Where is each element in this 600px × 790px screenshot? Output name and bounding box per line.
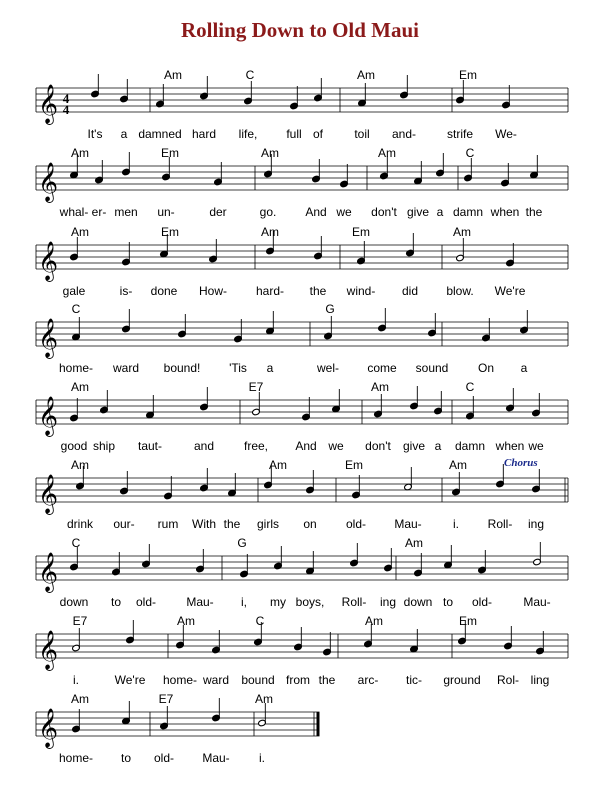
staff-system <box>36 241 568 282</box>
chord-symbol: Am <box>269 458 287 472</box>
lyric-syllable: home- <box>58 361 94 375</box>
note <box>340 164 349 188</box>
note <box>352 475 361 499</box>
note <box>501 163 510 187</box>
chord-symbol: Am <box>261 146 279 160</box>
staff-system <box>36 162 568 203</box>
lyric-syllable: a <box>520 361 528 375</box>
system-chords <box>71 458 467 472</box>
lyric-syllable: on <box>303 517 317 531</box>
lyric-syllable: the <box>309 284 327 298</box>
note <box>357 241 366 265</box>
system-notes <box>76 464 541 500</box>
treble-clef-icon: 𝄞 <box>38 162 59 202</box>
system-lyrics <box>73 673 549 687</box>
lyric-syllable: home- <box>162 673 198 687</box>
lyric-syllable: go. <box>259 205 277 219</box>
lyric-syllable: boys, <box>295 595 325 609</box>
note <box>294 627 303 651</box>
lyric-syllable: And <box>295 439 317 453</box>
lyric-syllable: we <box>328 439 344 453</box>
note <box>290 86 299 110</box>
note <box>332 389 341 413</box>
lyric-syllable: give <box>402 439 426 453</box>
lyric-syllable: Rol- <box>496 673 520 687</box>
note <box>306 470 315 494</box>
lyric-syllable: taut- <box>137 439 163 453</box>
lyric-syllable: It's <box>87 127 103 141</box>
chord-symbol: E7 <box>158 692 174 706</box>
lyric-syllable: hard- <box>255 284 285 298</box>
lyric-syllable: to <box>110 595 122 609</box>
treble-clef-icon: 𝄞 <box>38 241 59 281</box>
note <box>212 698 221 722</box>
note <box>234 319 243 343</box>
treble-clef-icon: 𝄞 <box>38 318 59 358</box>
chord-symbol: Em <box>161 225 179 239</box>
lyric-syllable: tic- <box>406 673 422 687</box>
lyric-syllable: We're <box>114 673 146 687</box>
note <box>178 314 187 338</box>
note <box>464 158 473 182</box>
lyric-syllable: don't <box>371 205 397 219</box>
lyric-syllable: old- <box>471 595 493 609</box>
note <box>122 152 131 176</box>
lyric-syllable: With <box>192 517 216 531</box>
note <box>112 552 121 576</box>
lyric-syllable: ing <box>379 595 397 609</box>
system-lyrics <box>88 127 517 141</box>
note <box>456 80 465 104</box>
chord-symbol: C <box>465 146 475 160</box>
lyric-syllable: i. <box>259 751 265 765</box>
note <box>410 386 419 410</box>
lyric-syllable: We're <box>494 284 526 298</box>
chord-symbol: C <box>71 536 81 550</box>
note <box>212 630 221 654</box>
treble-clef-icon: 𝄞 <box>38 630 59 670</box>
chord-symbol: Em <box>345 458 363 472</box>
note <box>72 317 81 341</box>
lyric-syllable: my <box>270 595 286 609</box>
note <box>200 387 209 411</box>
note <box>120 471 129 495</box>
lyric-syllable: did <box>401 284 419 298</box>
time-signature-bottom: 4 <box>62 102 70 117</box>
lyric-syllable: good <box>60 439 88 453</box>
lyric-syllable: a <box>266 361 274 375</box>
chord-symbol: C <box>465 380 475 394</box>
lyric-syllable: ward <box>202 673 230 687</box>
system-notes <box>91 74 511 110</box>
lyric-syllable: give <box>406 205 430 219</box>
lyric-syllable: On <box>477 361 495 375</box>
lyric-syllable: and- <box>391 127 417 141</box>
chord-symbol: Am <box>365 614 383 628</box>
system-lyrics <box>59 751 265 765</box>
lyric-syllable: is- <box>119 284 133 298</box>
lyric-syllable: to <box>120 751 132 765</box>
note <box>350 543 359 567</box>
lyric-syllable: of <box>312 127 324 141</box>
lyric-syllable: How- <box>198 284 228 298</box>
note <box>302 397 311 421</box>
note <box>72 709 81 733</box>
lyric-syllable: Mau- <box>394 517 422 531</box>
lyric-syllable: 'Tis <box>229 361 247 375</box>
lyric-syllable: home- <box>58 751 94 765</box>
system-chords <box>71 225 471 239</box>
chord-symbol: E7 <box>72 614 88 628</box>
system-lyrics <box>60 595 551 609</box>
staff-system <box>36 84 568 125</box>
note <box>126 620 135 644</box>
note <box>532 469 541 493</box>
system-chords <box>71 380 475 394</box>
lyric-syllable: and <box>193 439 215 453</box>
chord-symbol: Am <box>71 380 89 394</box>
note <box>91 74 100 98</box>
chord-symbol: Am <box>449 458 467 472</box>
note <box>378 308 387 332</box>
lyric-syllable: old- <box>135 595 157 609</box>
note <box>444 545 453 569</box>
system-lyrics <box>59 205 543 219</box>
chord-symbols <box>71 68 477 706</box>
system-chords <box>71 692 273 706</box>
lyric-syllable: der <box>209 205 227 219</box>
chord-symbol: C <box>71 302 81 316</box>
note <box>176 625 185 649</box>
chord-symbol: G <box>237 536 247 550</box>
lyric-syllable: we <box>528 439 544 453</box>
note <box>414 553 423 577</box>
note <box>252 392 261 416</box>
lyric-syllable: wel- <box>316 361 340 375</box>
lyric-syllable: bound! <box>163 361 201 375</box>
note <box>70 398 79 422</box>
chord-symbol: Am <box>405 536 423 550</box>
song-title: Rolling Down to Old Maui <box>180 18 420 42</box>
system-notes <box>70 542 542 578</box>
lyric-syllable: damn <box>454 439 486 453</box>
staff-system <box>36 474 568 515</box>
lyric-syllable: ing <box>527 517 545 531</box>
treble-clef-icon: 𝄞 <box>38 474 59 514</box>
note <box>100 390 109 414</box>
note <box>428 313 437 337</box>
lyric-syllable: bound <box>241 673 275 687</box>
staff-system <box>36 630 568 671</box>
note <box>530 155 539 179</box>
lyric-syllable: life, <box>238 127 258 141</box>
note <box>434 391 443 415</box>
note <box>410 629 419 653</box>
chord-symbol: Am <box>177 614 195 628</box>
note <box>228 473 237 497</box>
lyric-syllable: gale <box>62 284 86 298</box>
treble-clef-icon: 𝄞 <box>38 396 59 436</box>
note <box>502 85 511 109</box>
lyric-syllable: rum <box>157 517 179 531</box>
lyric-syllable: the <box>525 205 543 219</box>
chord-symbol: Am <box>371 380 389 394</box>
chorus-label: Chorus <box>504 457 538 469</box>
lyric-syllable: full <box>286 127 302 141</box>
note <box>312 159 321 183</box>
lyric-syllable: damned <box>138 127 182 141</box>
note <box>122 701 131 725</box>
lyrics <box>59 127 551 765</box>
chord-symbol: Am <box>261 225 279 239</box>
note <box>240 554 249 578</box>
lyric-syllable: un- <box>157 205 175 219</box>
note <box>400 75 409 99</box>
lyric-syllable: don't <box>365 439 391 453</box>
chord-symbol: Am <box>453 225 471 239</box>
chord-symbol: Am <box>378 146 396 160</box>
lyric-syllable: damn <box>452 205 484 219</box>
lyric-syllable: blow. <box>446 284 474 298</box>
lyric-syllable: i, <box>241 595 247 609</box>
note <box>70 237 79 261</box>
note <box>274 546 283 570</box>
system-chords <box>72 302 335 316</box>
note <box>122 309 131 333</box>
note <box>482 318 491 342</box>
note <box>244 81 253 105</box>
note <box>120 79 129 103</box>
note <box>456 238 465 262</box>
note <box>533 542 542 566</box>
system-lyrics <box>59 361 528 375</box>
chord-symbol: Em <box>459 68 477 82</box>
note <box>200 468 209 492</box>
note <box>314 78 323 102</box>
note <box>122 242 131 266</box>
chord-symbol: Am <box>164 68 182 82</box>
note <box>436 153 445 177</box>
lyric-syllable: down <box>59 595 89 609</box>
lyric-syllable: ground <box>443 673 481 687</box>
lyric-syllable: drink <box>66 517 94 531</box>
note <box>214 162 223 186</box>
lyric-syllable: old- <box>345 517 367 531</box>
system-chords <box>71 146 475 160</box>
note <box>156 84 165 108</box>
note <box>414 161 423 185</box>
lyric-syllable: down <box>403 595 433 609</box>
lyric-syllable: sound <box>415 361 449 375</box>
lyric-syllable: free, <box>243 439 269 453</box>
lyric-syllable: when <box>490 205 520 219</box>
note <box>323 632 332 656</box>
lyric-syllable: girls <box>256 517 280 531</box>
lyric-syllable: our- <box>113 517 135 531</box>
system-chords <box>72 536 423 550</box>
note <box>404 467 413 491</box>
lyric-syllable: i. <box>73 673 79 687</box>
chord-symbol: Am <box>255 692 273 706</box>
chord-symbol: Em <box>352 225 370 239</box>
lyric-syllable: a <box>120 127 128 141</box>
lyric-syllable: a <box>436 205 444 219</box>
lyric-syllable: Mau- <box>202 751 230 765</box>
chord-symbol: Am <box>71 225 89 239</box>
chord-symbol: G <box>325 302 335 316</box>
note <box>266 311 275 335</box>
note <box>164 476 173 500</box>
note <box>358 83 367 107</box>
note <box>258 703 267 727</box>
lyric-syllable: from <box>286 673 310 687</box>
lyric-syllable: toil <box>354 127 370 141</box>
system-lyrics <box>67 517 544 531</box>
lyric-syllable: whal- <box>59 205 89 219</box>
lyric-syllable: ling <box>530 673 550 687</box>
treble-clef-icon: 𝄞 <box>38 552 59 592</box>
system-lyrics <box>61 439 544 453</box>
time-signature-top: 4 <box>62 91 70 106</box>
note <box>306 551 315 575</box>
lyric-syllable: the <box>318 673 336 687</box>
system-lyrics <box>63 284 526 298</box>
lyric-syllable: arc- <box>357 673 379 687</box>
chord-symbol: Am <box>71 146 89 160</box>
note <box>314 236 323 260</box>
treble-clef-icon: 𝄞 <box>38 708 59 748</box>
chord-symbol: Em <box>161 146 179 160</box>
lyric-syllable: strife <box>446 127 474 141</box>
note <box>504 626 513 650</box>
note <box>70 547 79 571</box>
lyric-syllable: come <box>367 361 397 375</box>
lyric-syllable: when <box>495 439 525 453</box>
system-notes <box>72 308 529 343</box>
lyric-syllable: hard <box>191 127 217 141</box>
lyric-syllable: we <box>336 205 352 219</box>
chord-symbol: C <box>245 68 255 82</box>
chord-symbol: C <box>255 614 265 628</box>
note <box>466 396 475 420</box>
lyric-syllable: Roll- <box>487 517 513 531</box>
note <box>384 548 393 572</box>
system-notes <box>70 231 515 267</box>
note <box>146 395 155 419</box>
lyric-syllable: wind- <box>346 284 376 298</box>
lyric-syllable: And <box>305 205 327 219</box>
lyric-syllable: i. <box>453 517 459 531</box>
chord-symbol: E7 <box>248 380 264 394</box>
lyric-syllable: a <box>434 439 442 453</box>
note <box>496 464 505 488</box>
note <box>506 243 515 267</box>
lyric-syllable: Roll- <box>341 595 367 609</box>
lyric-syllable: old- <box>153 751 175 765</box>
lyric-syllable: Mau- <box>186 595 214 609</box>
lyric-syllable: Mau- <box>523 595 551 609</box>
note <box>196 549 205 573</box>
chord-symbol: Am <box>71 458 89 472</box>
lyric-syllable: men <box>114 205 138 219</box>
note <box>536 631 545 655</box>
chord-symbol: Am <box>357 68 375 82</box>
lyric-syllable: ward <box>112 361 140 375</box>
note <box>162 157 171 181</box>
treble-clef-icon: 𝄞 <box>38 84 59 124</box>
lyric-syllable: ship <box>92 439 116 453</box>
lyric-syllable: the <box>223 517 241 531</box>
chord-symbol: Em <box>459 614 477 628</box>
lyric-syllable: We- <box>495 127 517 141</box>
chord-symbol: Am <box>71 692 89 706</box>
lyric-syllable: done <box>150 284 178 298</box>
note <box>532 393 541 417</box>
lyric-syllable: to <box>442 595 454 609</box>
system-chords <box>164 68 477 82</box>
lyric-syllable: er- <box>91 205 107 219</box>
